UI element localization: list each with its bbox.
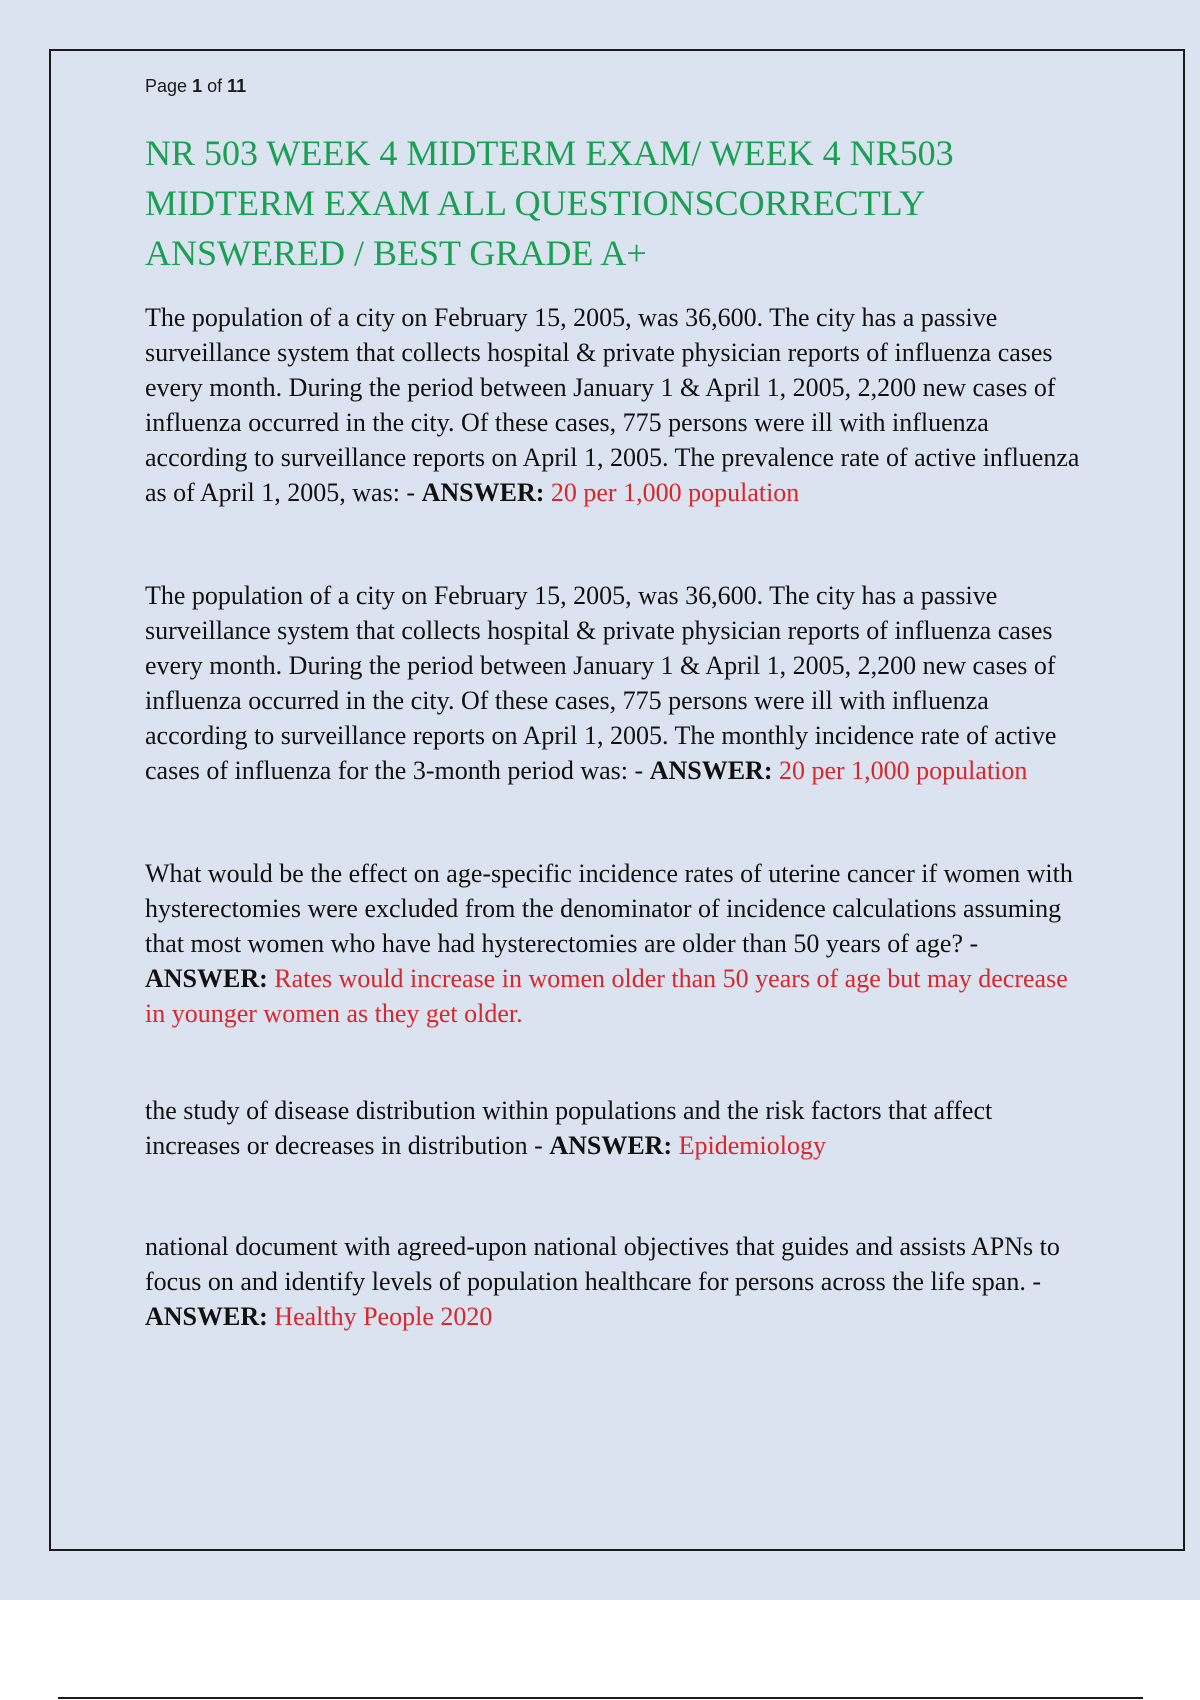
question-text: national document with agreed-upon national objectives that guides and assists APNs to focus on and identify levels of population healthcare for persons across the life span. [145, 1232, 1060, 1296]
answer-separator: - [399, 478, 422, 507]
question-text: The population of a city on February 15, 2005, was 36,600. The city has a passive surveillance system that collects hospital & private physician reports of influenza cases every month. During the period between January 1 & April 1, 2005, 2,200 new cases of influenza occurred in the city. Of these cases, 775 persons were ill with influenza according to surveillance reports on April 1, 2005. The monthly incidence rate of active cases of influenza for the 3-month period was: [145, 581, 1057, 785]
answer-separator: - [963, 929, 979, 958]
answer-label: ANSWER: [145, 1302, 268, 1331]
answer-separator: - [527, 1131, 550, 1160]
answer-label: ANSWER: [421, 478, 545, 507]
answer-text: Rates would increase in women older than 50 years of age but may decrease in younger women as they get older. [145, 964, 1068, 1028]
page-indicator-total: 11 [227, 76, 247, 96]
answer-text: 20 per 1,000 population [550, 478, 800, 507]
question-block-1 [145, 300, 1085, 510]
page-indicator-current: 1 [192, 76, 203, 96]
document-title: NR 503 WEEK 4 MIDTERM EXAM/ WEEK 4 NR503 MIDTERM EXAM ALL QUESTIONSCORRECTLY ANSWERED / BEST GRADE A+ [145, 133, 954, 273]
page-indicator-separator: of [207, 76, 223, 96]
answer-separator: - [628, 756, 650, 785]
question-block-2 [145, 578, 1085, 788]
question-text: the study of disease distribution within populations and the risk factors that affect increases or decreases in distribution [145, 1096, 993, 1160]
answer-text: 20 per 1,000 population [778, 756, 1028, 785]
question-block-5 [145, 1229, 1085, 1334]
question-block-3 [145, 856, 1085, 1031]
question-text: What would be the effect on age-specific incidence rates of uterine cancer if women with hysterectomies were excluded from the denominator of incidence calculations assuming that most women who have had hysterectomies are older than 50 years of age? [145, 859, 1073, 958]
answer-label: ANSWER: [145, 964, 268, 993]
page-indicator-prefix: Page [145, 76, 188, 96]
answer-label: ANSWER: [649, 756, 773, 785]
question-block-4 [145, 1093, 1085, 1163]
question-text: The population of a city on February 15, 2005, was 36,600. The city has a passive surveillance system that collects hospital & private physician reports of influenza cases every month. During the period between January 1 & April 1, 2005, 2,200 new cases of influenza occurred in the city. Of these cases, 775 persons were ill with influenza according to surveillance reports on April 1, 2005. The prevalence rate of active influenza as of April 1, 2005, was: [145, 303, 1080, 507]
answer-separator: - [1025, 1267, 1042, 1296]
answer-text: Epidemiology [678, 1131, 826, 1160]
bottom-rule [58, 1697, 1143, 1699]
answer-label: ANSWER: [549, 1131, 673, 1160]
answer-text: Healthy People 2020 [274, 1302, 493, 1331]
document-content [145, 72, 1085, 1334]
page-indicator [145, 72, 1085, 100]
